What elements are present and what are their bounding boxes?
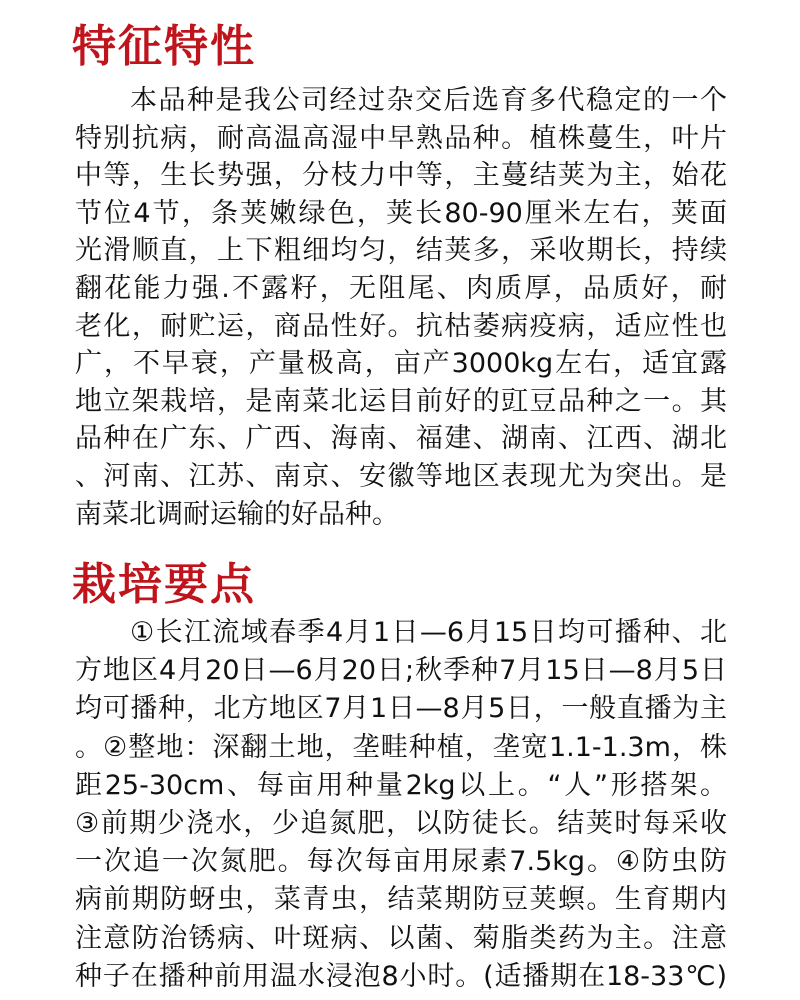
paragraph-line: 广，不早衰，产量极高，亩产3000kg左右，适宜露 (75, 348, 727, 380)
paragraph-line: 种子在播种前用温水浸泡8小时。(适播期在18-33℃) (75, 960, 727, 992)
paragraph-line: 中等，生长势强，分枝力中等，主蔓结荚为主，始花 (75, 160, 727, 192)
paragraph-line: ①长江流域春季4月1日—6月15日均可播种、北 (130, 617, 727, 648)
paragraph-line: 注意防治锈病、叶斑病、以菌、菊脂类药为主。注意 (75, 922, 727, 954)
paragraph-line: 南菜北调耐运输的好品种。 (75, 498, 399, 530)
paragraph-line: 光滑顺直，上下粗细均匀，结荚多，采收期长，持续 (75, 235, 727, 267)
paragraph-line: 病前期防蚜虫，菜青虫，结菜期防豆荚螟。生育期内 (75, 884, 727, 916)
paragraph-line: 节位4节，条荚嫩绿色，荚长80-90厘米左右，荚面 (75, 197, 727, 229)
paragraph-line: ③前期少浇水，少追氮肥，以防徒长。结荚时每采收 (75, 808, 727, 839)
paragraph-line: 翻花能力强.不露籽，无阻尾、肉质厚，品质好，耐 (75, 273, 727, 304)
section-title-cultivation: 栽培要点 (72, 559, 256, 610)
paragraph-line: 老化，耐贮运，商品性好。抗枯萎病疫病，适应性也 (75, 310, 727, 342)
paragraph-line: 本品种是我公司经过杂交后选育多代稳定的一个 (130, 85, 727, 116)
paragraph-line: 、河南、江苏、南京、安徽等地区表现尤为突出。是 (75, 461, 727, 492)
paragraph-line: 地立架栽培，是南菜北运目前好的豇豆品种之一。其 (75, 385, 727, 417)
paragraph-line: 品种在广东、广西、海南、福建、湖南、江西、湖北 (75, 423, 727, 455)
paragraph-line: 均可播种，北方地区7月1日—8月5日，一般直播为主 (75, 693, 727, 725)
paragraph-line: 距25-30cm、每亩用种量2kg以上。“人”形搭架。 (75, 769, 727, 801)
paragraph-line: 特别抗病，耐高温高湿中早熟品种。植株蔓生，叶片 (75, 122, 727, 154)
paragraph-line: 方地区4月20日—6月20日;秋季种7月15日—8月5日 (75, 655, 727, 687)
paragraph-line: 。②整地：深翻土地，垄畦种植，垄宽1.1-1.3m，株 (75, 731, 727, 763)
paragraph-line: 一次追一次氮肥。每次每亩用尿素7.5kg。④防虫防 (75, 846, 727, 878)
section-title-features: 特征特性 (72, 21, 256, 72)
